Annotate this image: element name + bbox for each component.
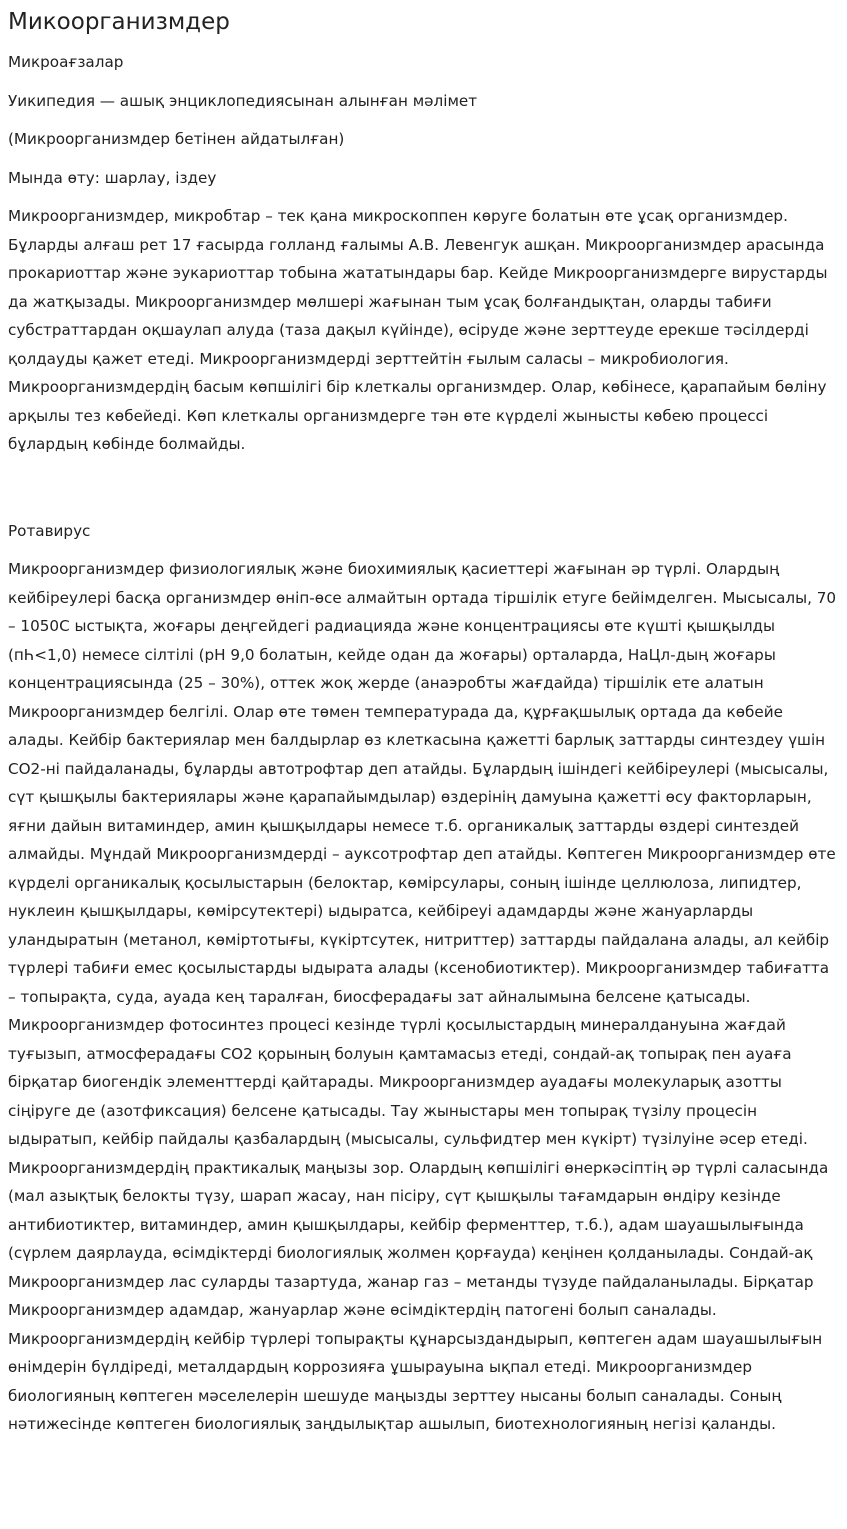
- main-paragraph: Микроорганизмдер физиологиялық және биохимиялық қасиеттері жағынан әр түрлі. Олардың кейбіреулері басқа организмдер өніп-өсе алмайтын ортада тіршілік етуге бейімделген. Мысысалы, 70 – 1050С ыстықта, жоғары деңгейдегі радиацияда және концентрациясы өте күшті қышқылды (пҺ<1,0) немесе сілтілі (pH 9,0 болатын, кейде одан да жоғары) орталарда, НаЦл-дың жоғары концентрациясында (25 – 30%), оттек жоқ жерде (анаэробты жағдайда) тіршілік ете алатын Микроорганизмдер белгілі. Олар өте төмен температурада да, құрғақшылық ортада да көбейе алады. Кейбір бактериялар мен балдырлар өз клеткасына қажетті барлық заттарды синтездеу үшін CO2-ні пайдаланады, бұларды автотрофтар деп атайды. Бұлардың ішіндегі кейбіреулері (мысысалы, сүт қышқылы бактериялары және қарапайымдылар) өздерінің дамуына қажетті өсу факторларын, яғни дайын витаминдер, амин қышқылдары немесе т.б. органикалық заттарды өздері синтездей алмайды. Мұндай Микроорганизмдерді – ауксотрофтар деп атайды. Көптеген Микроорганизмдер өте күрделі органикалық қосылыстарын (белоктар, көмірсулары, соның ішінде целлюлоза, липидтер, нуклеин қышқылдары, көмірсутектері) ыдыратса, кейбіреуі адамдарды және жануарларды уландыратын (метанол, көміртотығы, күкіртсутек, нитриттер) заттарды пайдалана алады, ал кейбір түрлері табиғи емес қосылыстарды ыдырата алады (ксенобиотиктер). Микроорганизмдер табиғатта – топырақта, суда, ауада кең таралған, биосферадағы зат айналымына белсене қатысады. Микроорганизмдер фотосинтез процесі кезінде түрлі қосылыстардың минералдануына жағдай туғызып, атмосферадағы CO2 қорының болуын қамтамасыз етеді, сондай-ақ топырақ пен ауаға бірқатар биогендік элементтерді қайтарады. Микроорганизмдер ауадағы молекуларық азотты сіңіруге де (азотфиксация) белсене қатысады. Тау жыныстары мен топырақ түзілу процесін ыдыратып, кейбір пайдалы қазбалардың (мысысалы, сульфидтер мен күкірт) түзілуіне әсер етеді. Микроорганизмдердің практикалық маңызы зор. Олардың көпшілігі өнеркәсіптің әр түрлі саласында (мал азықтық белокты түзу, шарап жасау, нан пісіру, сүт қышқылы тағамдарын өндіру кезінде антибиотиктер, витаминдер, амин қышқылдары, кейбір ферменттер, т.б.), адам шауашылығында (сүрлем даярлауда, өсімдіктерді биологиялық жолмен қорғауда) кеңінен қолданылады. Сондай-ақ Микроорганизмдер лас суларды тазартуда, жанар газ – метанды түзуде пайдаланылады. Бірқатар Микроорганизмдер адамдар, жануарлар және өсімдіктердің патогені болып саналады. Микроорганизмдердің кейбір түрлері топырақты құнарсыздандырып, көптеген адам шауашылығын өнімдерін бүлдіреді, металдардың коррозияға ұшырауына ықпал етеді. Микроорганизмдер биологияның көптеген мәселелерін шешуде маңызды зерттеу нысаны болып саналады. Соның нәтижесінде көптеген биологиялық заңдылықтар ашылып, биотехнологияның негізі қаланды.: [8, 560, 837, 1433]
- redirect-note: (Микроорганизмдер бетінен айдатылған): [8, 130, 345, 148]
- intro-paragraph: Микроорганизмдер, микробтар – тек қана микроскоппен көруге болатын өте ұсақ организмдер. Бұларды алғаш рет 17 ғасырда голланд ғалымы А.В. Левенгук ашқан. Микроорганизмдер арасында прокариоттар және эукариоттар тобына жататындары бар. Кейде Микроорганизмдерге вирустарды да жатқызады. Микроорганизмдер мөлшері жағынан тым ұсақ болғандықтан, оларды табиғи субстраттардан оқшаулап алуда (таза дақыл күйінде), өсіруде және зерттеуде ерекше тәсілдерді қолдауды қажет етеді. Микроорганизмдерді зерттейтін ғылым саласы – микробиология. Микроорганизмдердің басым көпшілігі бір клеткалы организмдер. Олар, көбінесе, қарапайым бөліну арқылы тез көбейеді. Көп клеткалы организмдерге тән өте күрделі жынысты көбею процессі бұлардың көбінде болмайды.: [8, 207, 828, 453]
- navigation-line: Мында өту: шарлау, іздеу: [8, 168, 217, 187]
- image-caption: Ротавирус: [8, 521, 91, 540]
- subtitle: Микроағзалар: [8, 53, 124, 71]
- source-line: Уикипедия — ашық энциклопедиясынан алынған мәлімет: [8, 91, 478, 110]
- image-placeholder: [8, 469, 839, 517]
- page-title: Микоорганизмдер: [8, 9, 230, 35]
